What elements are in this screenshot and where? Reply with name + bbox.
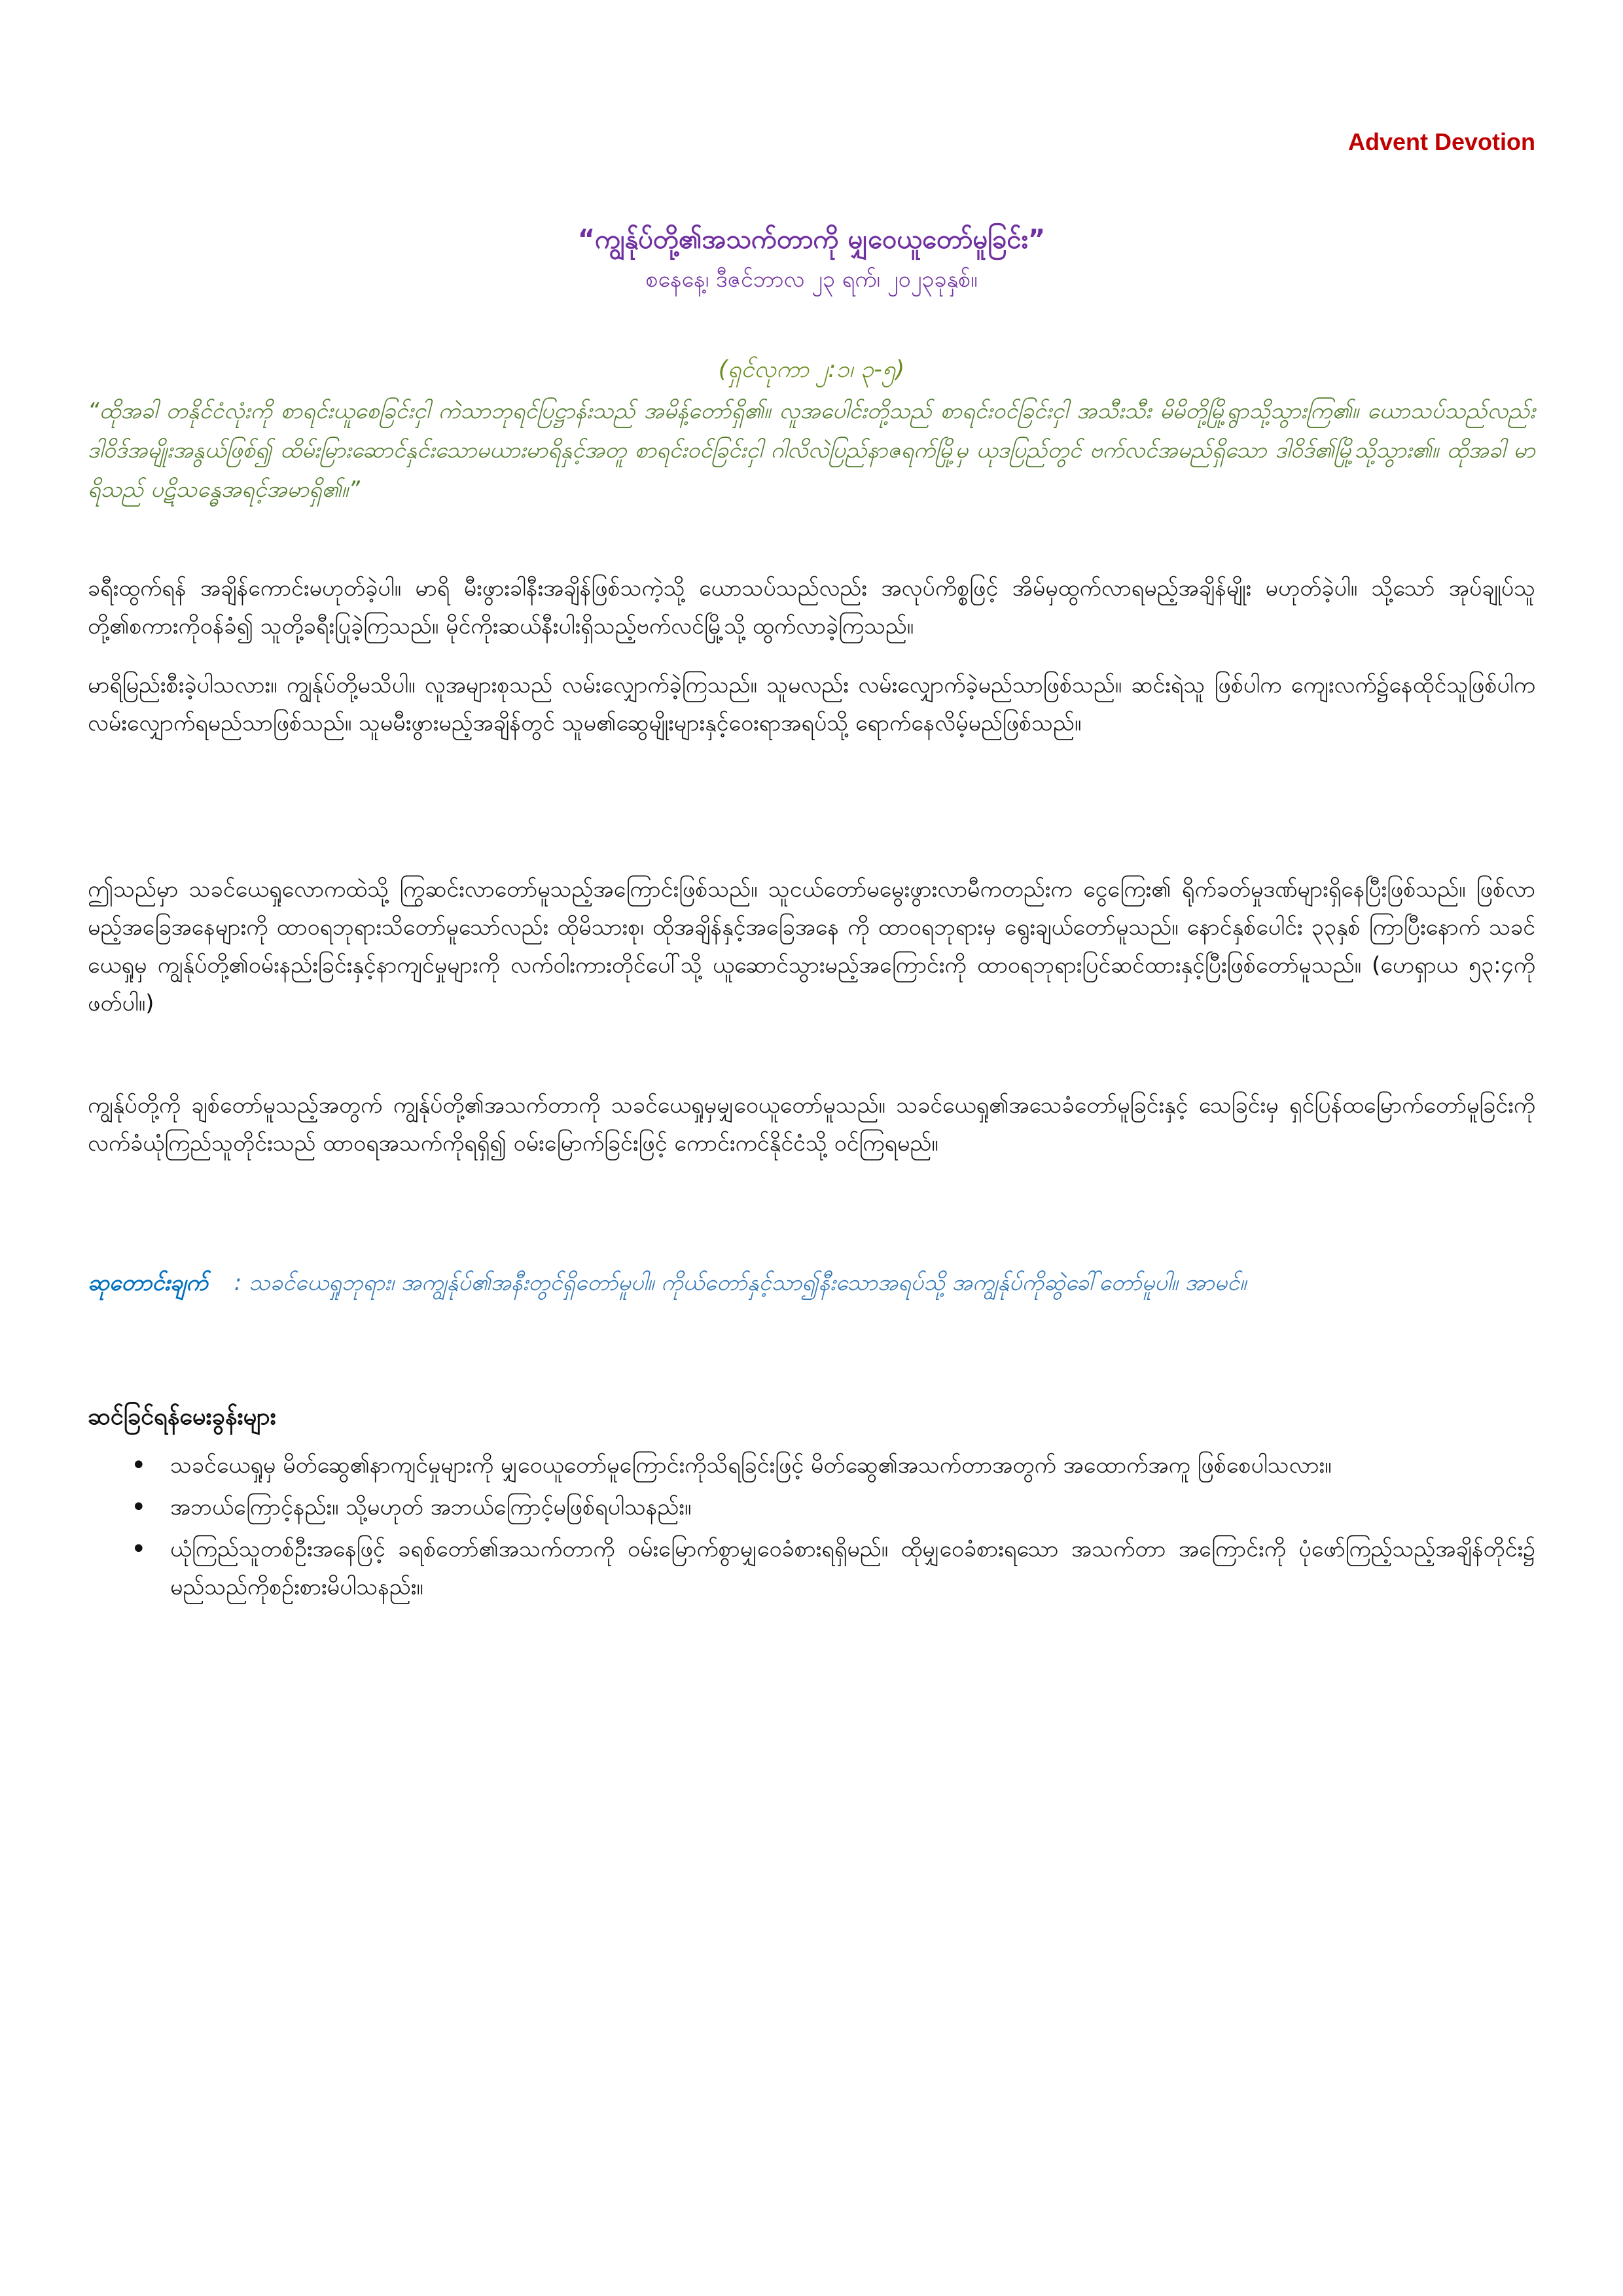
questions-list xyxy=(131,1446,1535,1610)
list-item: • အဘယ်ကြောင့်နည်း။ သို့မဟုတ် အဘယ်ကြောင့်မဖြစ်ရပါသနည်း။ xyxy=(131,1488,1535,1526)
paragraph: ကျွန်ုပ်တို့ကို ချစ်တော်မူသည့်အတွက် ကျွန်ုပ်တို့၏အသက်တာကို သခင်ယေရှုမှမျှဝေယူတော်မူသည်။ သခင်ယေရှု၏အသေခံတော်မူခြင်းနှင့် သေခြင်းမှ ရှင်ပြန်ထမြောက်တော်မူခြင်းကို လက်ခံယုံကြည်သူတိုင်းသည် ထာဝရအသက်ကိုရရှိ၍ ဝမ်းမြောက်ခြင်းဖြင့် ကောင်းကင်နိုင်ငံသို့ ဝင်ကြရမည်။ xyxy=(88,1092,1535,1157)
prayer xyxy=(88,1263,1535,1302)
list-item: • သခင်ယေရှုမှ မိတ်ဆွေ၏နာကျင်မှုများကို မျှဝေယူတော်မူကြောင်းကိုသိရခြင်းဖြင့် မိတ်ဆွေ၏အသက်တာအတွက် အထောက်အကူ ဖြစ်စေပါသလား။ xyxy=(131,1446,1535,1484)
paragraph: ဤသည်မှာ သခင်ယေရှုလောကထဲသို့ ကြွဆင်းလာတော်မူသည့်အကြောင်းဖြစ်သည်။ သူငယ်တော်မမွေးဖွားလာမီကတည်းက ငွေကြေး၏ ရိုက်ခတ်မှုဒဏ်များရှိနေပြီးဖြစ်သည်။ ဖြစ်လာမည့်အခြေအနေများကို ထာဝရဘုရားသိတော်မူသော်လည်း ထိုမိသားစု၊ ထိုအချိန်နှင့်အခြေအနေ ကို ထာဝရဘုရားမှ ရွေးချယ်တော်မူသည်။ နောင်နှစ်ပေါင်း ၃၃နှစ် ကြာပြီးနောက် သခင်ယေရှုမှ ကျွန်ုပ်တို့၏ဝမ်းနည်းခြင်းနှင့်နာကျင်မှုများကို လက်ဝါးကားတိုင်ပေါ်သို့ ယူဆောင်သွားမည့်အကြောင်းကို ထာဝရဘုရားပြင်ဆင်ထားနှင့်ပြီးဖြစ်တော်မူသည်။ (ဟေရှာယ ၅၃:၄ကိုဖတ်ပါ။) xyxy=(88,876,1535,1016)
dateline: စနေနေ့၊ ဒီဇင်ဘာလ ၂၃ ရက်၊ ၂၀၂၃ခုနှစ်။ xyxy=(645,266,978,293)
header-tag: Advent Devotion xyxy=(1347,128,1535,155)
list-item: • ယုံကြည်သူတစ်ဦးအနေဖြင့် ခရစ်တော်၏အသက်တာကို ဝမ်းမြောက်စွာမျှဝေခံစားရရှိမည်။ ထိုမျှဝေခံစားရသော အသက်တာ အကြောင်းကို ပုံဖော်ကြည့်သည့်အချိန်တိုင်း၌ မည်သည်ကိုစဉ်းစားမိပါသနည်း။ xyxy=(131,1530,1535,1606)
scripture-text: “ထိုအခါ တနိုင်ငံလုံးကို စာရင်းယူစေခြင်းငှါ ကဲသာဘုရင်ပြဋ္ဌာန်းသည် အမိန့်တော်ရှိ၏။ လူအပေါင်းတို့သည် စာရင်းဝင်ခြင်းငှါ အသီးသီး မိမိတို့မြို့ရွာသို့သွားကြ၏။ ယောသပ်သည်လည်း ဒါဝိဒ်အမျိုးအနွယ်ဖြစ်၍ ထိမ်းမြားဆောင်နှင်းသောမယားမာရိနှင့်အတူ စာရင်းဝင်ခြင်းငှါ ဂါလိလဲပြည်နာဇရက်မြို့မှ ယုဒပြည်တွင် ဗက်လင်အမည်ရှိသော ဒါဝိဒ်၏မြို့သို့သွား၏။ ထိုအခါ မာရိသည် ပဋိသန္ဓေအရင့်အမာရှိ၏။” xyxy=(88,398,1535,503)
prayer-label: ဆုတောင်းချက် xyxy=(88,1270,208,1296)
scripture-reference: (ရှင်လုကာ ၂:၁၊ ၃-၅) xyxy=(718,356,905,383)
page-title: “ကျွန်ုပ်တို့၏အသက်တာကို မျှဝေယူတော်မူခြင်း” xyxy=(577,224,1046,255)
questions-title: ဆင်ခြင်ရန်မေးခွန်းများ xyxy=(88,1403,276,1430)
prayer-text: : သခင်ယေရှုဘုရား၊ အကျွန်ုပ်၏အနီးတွင်ရှိတော်မူပါ။ ကိုယ်တော်နှင့်သာ၍နီးသောအရပ်သို့ အကျွန်ုပ်ကိုဆွဲခေါ်တော်မူပါ။ အာမင်။ xyxy=(234,1270,1247,1296)
paragraph: မာရိမြည်းစီးခဲ့ပါသလား။ ကျွန်ုပ်တို့မသိပါ။ လူအများစုသည် လမ်းလျှောက်ခဲ့ကြသည်။ သူမလည်း လမ်းလျှောက်ခဲ့မည်သာဖြစ်သည်။ ဆင်းရဲသူ ဖြစ်ပါက ကျေးလက်၌နေထိုင်သူဖြစ်ပါက လမ်းလျှောက်ရမည်သာဖြစ်သည်။ သူမမီးဖွားမည့်အချိန်တွင် သူမ၏ဆွေမျိုးများနှင့်ဝေးရာအရပ်သို့ ရောက်နေလိမ့်မည်ဖြစ်သည်။ xyxy=(88,672,1535,736)
paragraph: ခရီးထွက်ရန် အချိန်ကောင်းမဟုတ်ခဲ့ပါ။ မာရိ မီးဖွားခါနီးအချိန်ဖြစ်သကဲ့သို့ ယောသပ်သည်လည်း အလုပ်ကိစ္စဖြင့် အိမ်မှထွက်လာရမည့်အချိန်မျိုး မဟုတ်ခဲ့ပါ။ သို့သော် အုပ်ချုပ်သူတို့၏စကားကိုဝန်ခံ၍ သူတို့ခရီးပြုခဲ့ကြသည်။ မိုင်ကိုးဆယ်နီးပါးရှိသည့်ဗက်လင်မြို့သို့ ထွက်လာခဲ့ကြသည်။ xyxy=(88,575,1535,639)
